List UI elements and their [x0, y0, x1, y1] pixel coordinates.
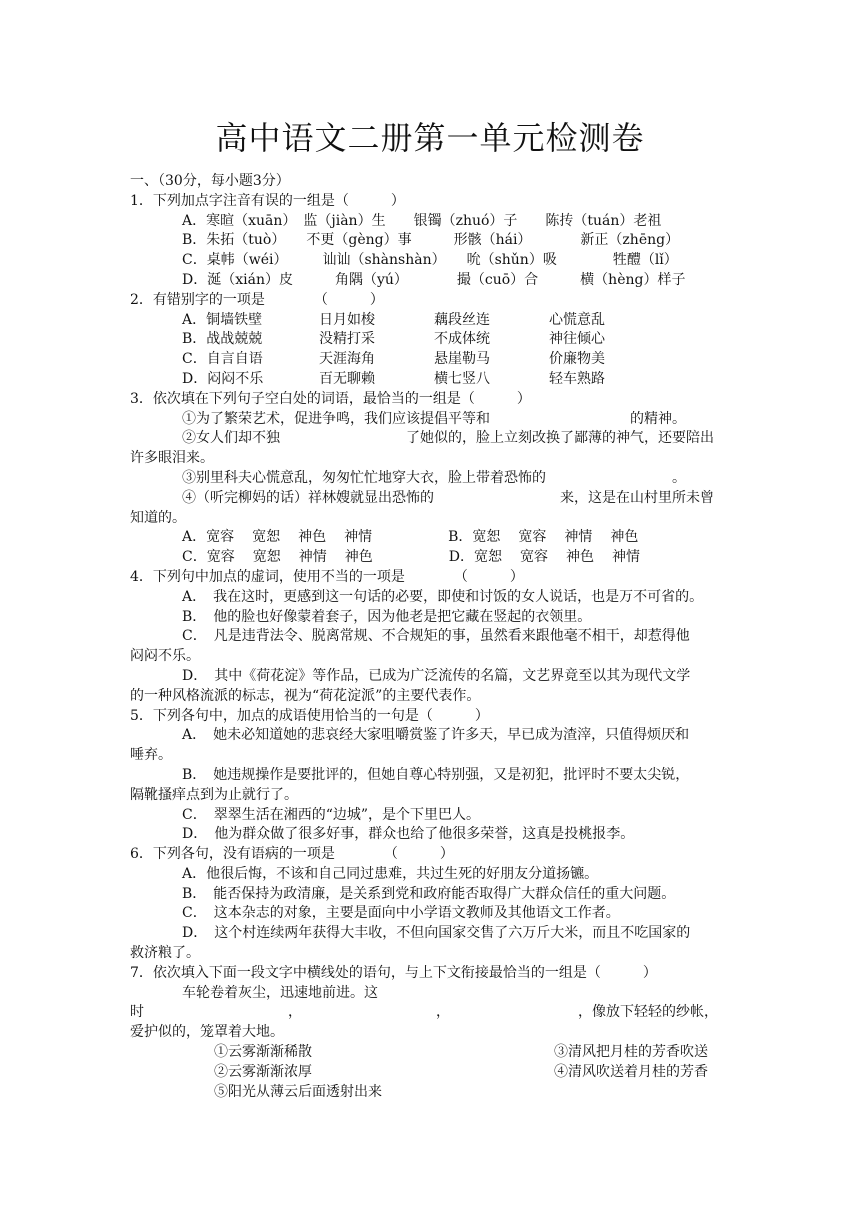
page-title: 高中语文二册第一单元检测卷	[215, 119, 645, 157]
q3-options-ab: A．宽容 宽恕 神色 神情 B．宽恕 宽容 神情 神色	[182, 529, 639, 546]
q4-option-c: C． 凡是违背法令、脱离常规、不合规矩的事，虽然看来跟他毫不相干，却惹得他	[182, 628, 690, 645]
q2-option-a: A．铜墙铁壁 日月如梭 藕段丝连 心慌意乱	[182, 311, 605, 328]
q6-option-c: C． 这本杂志的对象，主要是面向中小学语文教师及其他语文工作者。	[182, 905, 620, 922]
q7-passage-1: 车轮卷着灰尘，迅速地前进。这	[182, 984, 378, 1001]
q5-option-a: A． 她未必知道她的悲哀经大家咀嚼赏鉴了许多天，早已成为渣滓，只值得烦厌和	[182, 727, 690, 744]
q3-stem: 3．依次填在下列句子空白处的词语，最恰当的一组是（ ）	[130, 390, 531, 407]
q1-option-b: B．朱拓（tuò） 不更（gèng）事 形骸（hái） 新正（zhēng）	[182, 232, 680, 249]
exam-content	[130, 172, 730, 1102]
q4-option-d: D． 其中《荷花淀》等作品，已成为广泛流传的名篇，文艺界竟至以其为现代文学	[182, 667, 691, 684]
q6-option-b: B． 能否保持为政清廉，是关系到党和政府能否取得广大群众信任的重大问题。	[182, 885, 676, 902]
q2-option-d: D．闷闷不乐 百无聊赖 横七竖八 轻车熟路	[182, 370, 605, 387]
q5-option-d: D． 他为群众做了很多好事，群众也给了他很多荣誉，这真是投桃报李。	[182, 826, 635, 843]
q6-stem: 6．下列各句，没有语病的一项是 （ ）	[130, 846, 454, 863]
q1-stem: 1．下列加点字注音有误的一组是（ ）	[130, 192, 405, 209]
q6-option-d: D． 这个村连续两年获得大丰收，不但向国家交售了六万斤大米，而且不吃国家的	[182, 925, 691, 942]
section-heading: 一、（30分，每小题3分）	[130, 173, 290, 189]
q4-option-a: A． 我在这时，更感到这一句话的必要，即使和讨饭的女人说话，也是万不可省的。	[182, 588, 704, 605]
q7-choices-row2: ②云雾渐渐浓厚 ④清风吹送着月桂的芳香	[214, 1063, 708, 1080]
q1-option-a: A．寒暄（xuān） 监（jiàn）生 银镯（zhuó）子 陈抟（tuán）老祖	[182, 212, 662, 229]
q2-option-b: B．战战兢兢 没精打采 不成体统 神往倾心	[182, 331, 605, 348]
q4-option-d-cont: 的一种风格流派的标志，视为“荷花淀派”的主要代表作。	[130, 687, 481, 704]
q1-option-c: C．桌帏（wéi） 讪讪（shànshàn） 吮（shǔn）吸 牲醴（lǐ）	[182, 252, 678, 269]
q7-choices-row3: ⑤阳光从薄云后面透射出来	[214, 1083, 382, 1100]
q5-option-a-cont: 唾弃。	[130, 747, 172, 764]
q1-option-d: D．涎（xián）皮 角隅（yú） 撮（cuō）合 横（hèng）样子	[182, 271, 686, 288]
q7-passage-3: 爱护似的，笼罩着大地。	[130, 1024, 284, 1041]
q3-sentence-2: ②女人们却不独 了她似的，脸上立刻改换了鄙薄的神气，还要陪出	[182, 430, 714, 447]
q4-option-c-cont: 闷闷不乐。	[130, 648, 200, 665]
q5-stem: 5．下列各句中，加点的成语使用恰当的一句是（ ）	[130, 707, 489, 724]
q7-choices-row1: ①云雾渐渐稀散 ③清风把月桂的芳香吹送	[214, 1044, 708, 1061]
q6-option-d-cont: 救济粮了。	[130, 945, 200, 962]
q6-option-a: A．他很后悔，不该和自己同过患难，共过生死的好朋友分道扬镳。	[182, 865, 599, 882]
q3-sentence-4: ④（听完柳妈的话）祥林嫂就显出恐怖的 来，这是在山村里所未曾	[182, 489, 714, 506]
q7-stem: 7．依次填入下面一段文字中横线处的语句，与上下文衔接最恰当的一组是（ ）	[130, 964, 657, 981]
q3-sentence-4-cont: 知道的。	[130, 509, 186, 526]
q4-option-b: B． 他的脸也好像蒙着套子，因为他老是把它藏在竖起的衣领里。	[182, 608, 592, 625]
q5-option-b-cont: 隔靴搔痒点到为止就行了。	[130, 786, 298, 803]
q4-stem: 4．下列句中加点的虚词，使用不当的一项是 （ ）	[130, 568, 524, 585]
q7-passage-2: 时 ， ， ，像放下轻轻的纱帐，	[130, 1004, 718, 1021]
q3-sentence-1: ①为了繁荣艺术，促进争鸣，我们应该提倡平等和 的精神。	[182, 410, 686, 427]
q5-option-b: B． 她违规操作是要批评的，但她自尊心特别强，又是初犯，批评时不要太尖锐，	[182, 766, 690, 783]
q2-stem: 2．有错别字的一项是 （ ）	[130, 291, 384, 308]
q3-options-cd: C．宽容 宽恕 神情 神色 D．宽恕 宽容 神色 神情	[182, 549, 640, 566]
q2-option-c: C．自言自语 天涯海角 悬崖勒马 价廉物美	[182, 351, 605, 368]
q3-sentence-2-cont: 许多眼泪来。	[130, 450, 214, 467]
q3-sentence-3: ③别里科夫心慌意乱，匆匆忙忙地穿大衣，脸上带着恐怖的 。	[182, 469, 686, 486]
q5-option-c: C． 翠翠生活在湘西的“边城”，是个下里巴人。	[182, 806, 481, 823]
